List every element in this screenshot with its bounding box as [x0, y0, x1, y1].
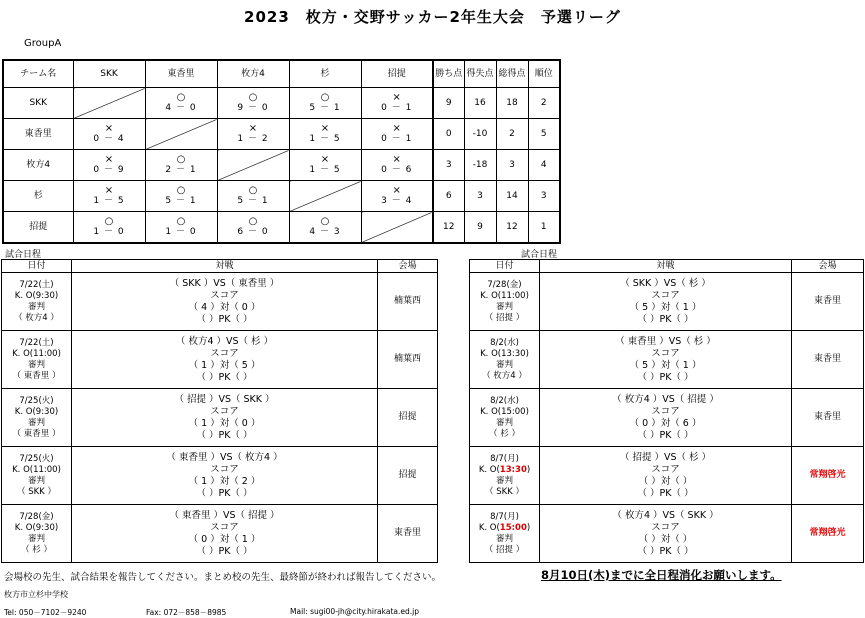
result-cell [289, 212, 361, 244]
schedule-table-right [469, 259, 864, 563]
match-pk: （ ）PK（ ） [637, 313, 694, 325]
kickoff-time [2, 465, 71, 476]
match-detail-cell [540, 331, 792, 389]
result-cell [73, 119, 145, 150]
kickoff-label: K. O( [478, 464, 500, 475]
footer-mail: Mail: sugi00-jh@city.hirakata.ed.jp [290, 607, 419, 616]
match-date: 7/28(金) [487, 279, 522, 290]
match-row [470, 447, 864, 505]
match-pk: （ ）PK（ ） [637, 545, 694, 557]
score-label: スコア [210, 521, 239, 533]
result-score: 1 － 2 [237, 133, 269, 144]
match-date-cell [2, 331, 72, 389]
result-cell [217, 181, 289, 212]
result-mark: ○ [248, 91, 258, 103]
row-team-name: 東香里 [3, 119, 73, 150]
row-points: 3 [433, 150, 464, 181]
match-pk: （ ）PK（ ） [196, 313, 253, 325]
match-pk: （ ）PK（ ） [637, 429, 694, 441]
kickoff-label: K. O(11:00) [12, 348, 61, 359]
header-date: 日付 [470, 260, 540, 273]
league-header-row [3, 60, 560, 88]
result-mark: ○ [176, 91, 186, 103]
match-row [470, 505, 864, 563]
row-team-name: 枚方4 [3, 150, 73, 181]
match-date-cell [2, 447, 72, 505]
result-score: 0 － 6 [381, 164, 413, 175]
referee-label: 審判 [27, 417, 45, 428]
header-team-4: 招提 [361, 60, 433, 88]
referee-team: （ 枚方4 ） [482, 370, 527, 381]
result-score: 4 － 3 [309, 226, 341, 237]
match-venue: 東香里 [792, 331, 864, 389]
match-date-cell [470, 447, 540, 505]
row-rank: 1 [528, 212, 560, 244]
league-row [3, 150, 560, 181]
match-detail-cell [540, 389, 792, 447]
match-venue: 楠葉西 [378, 331, 438, 389]
match-row [470, 331, 864, 389]
result-cell [289, 88, 361, 119]
kickoff-label: K. O(13:30) [480, 348, 529, 359]
match-detail-cell [72, 331, 378, 389]
result-mark: × [320, 122, 330, 134]
league-row [3, 212, 560, 244]
score-label: スコア [651, 463, 680, 475]
match-score: （ 1 ）対（ 5 ） [188, 359, 261, 371]
league-row [3, 119, 560, 150]
referee-team: （ 東香里 ） [12, 428, 61, 439]
match-row [2, 389, 438, 447]
match-row [470, 389, 864, 447]
kickoff-time-red: 15:00 [499, 522, 527, 533]
kickoff-label: K. O(9:30) [14, 522, 59, 533]
referee-label: 審判 [495, 359, 513, 370]
match-pk: （ ）PK（ ） [196, 371, 253, 383]
result-score: 1 － 0 [165, 226, 197, 237]
result-score: 5 － 1 [237, 195, 269, 206]
result-score: 9 － 0 [237, 102, 269, 113]
match-row [470, 273, 864, 331]
league-table [2, 59, 561, 244]
match-date: 8/2(水) [490, 395, 519, 406]
match-date-cell [2, 273, 72, 331]
match-date: 7/22(土) [19, 279, 54, 290]
score-label: スコア [210, 347, 239, 359]
match-venue: 東香里 [792, 389, 864, 447]
match-date-cell [2, 505, 72, 563]
result-score: 0 － 4 [93, 133, 125, 144]
footer-school: 枚方市立杉中学校 [4, 590, 68, 599]
result-mark: ○ [176, 153, 186, 165]
match-score: （ 5 ）対（ 1 ） [629, 301, 702, 313]
referee-label: 審判 [495, 475, 513, 486]
match-date: 7/25(火) [19, 453, 54, 464]
match-detail-cell [540, 273, 792, 331]
result-mark: ○ [176, 215, 186, 227]
row-team-name: SKK [3, 88, 73, 119]
match-pk: （ ）PK（ ） [196, 487, 253, 499]
match-score: （ 1 ）対（ 2 ） [188, 475, 261, 487]
match-teams: （ SKK ）VS（ 東香里 ） [169, 277, 280, 289]
row-goals: 14 [496, 181, 528, 212]
match-row [2, 505, 438, 563]
result-cell [217, 119, 289, 150]
diagonal-cell [361, 212, 433, 244]
match-date: 7/22(土) [19, 337, 54, 348]
row-rank: 4 [528, 150, 560, 181]
schedule-label-right: 試合日程 [521, 250, 558, 260]
result-score: 2 － 1 [165, 164, 197, 175]
score-label: スコア [210, 405, 239, 417]
match-score: （ 5 ）対（ 1 ） [629, 359, 702, 371]
result-score: 6 － 0 [237, 226, 269, 237]
footer-fax: Fax: 072－858－8985 [146, 608, 227, 617]
footer-tel: Tel: 050－7102－9240 [4, 608, 87, 617]
result-mark: × [104, 122, 114, 134]
result-score: 0 － 1 [381, 102, 413, 113]
result-mark: × [248, 122, 258, 134]
match-teams: （ SKK ）VS（ 杉 ） [620, 277, 711, 289]
match-date: 8/2(水) [490, 337, 519, 348]
match-detail-cell [72, 273, 378, 331]
result-cell [361, 150, 433, 181]
result-mark: ○ [320, 215, 330, 227]
result-score: 1 － 5 [309, 133, 341, 144]
match-teams: （ 招提 ）VS（ SKK ） [174, 393, 275, 405]
result-cell [217, 212, 289, 244]
header-date: 日付 [2, 260, 72, 273]
row-rank: 3 [528, 181, 560, 212]
match-venue: 東香里 [378, 505, 438, 563]
match-teams: （ 招提 ）VS（ 杉 ） [619, 451, 712, 463]
match-row [2, 273, 438, 331]
result-cell [289, 119, 361, 150]
diagonal-cell [73, 88, 145, 119]
kickoff-label: K. O(15:00) [480, 406, 529, 417]
result-mark: × [392, 91, 401, 103]
referee-label: 審判 [27, 301, 45, 312]
referee-team: （ 招提 ） [484, 312, 525, 323]
league-row [3, 181, 560, 212]
referee-label: 審判 [27, 475, 45, 486]
match-teams: （ 東香里 ）VS（ 枚方4 ） [166, 451, 283, 463]
referee-team: （ 杉 ） [489, 428, 520, 439]
match-date: 7/28(金) [19, 511, 54, 522]
referee-team: （ 枚方4 ） [14, 312, 59, 323]
result-cell [73, 181, 145, 212]
row-goals: 3 [496, 150, 528, 181]
referee-team: （ 招提 ） [484, 544, 525, 555]
result-score: 5 － 1 [309, 102, 341, 113]
score-label: スコア [651, 405, 680, 417]
kickoff-label: K. O( [478, 522, 500, 533]
kickoff-time [470, 291, 539, 302]
header-team-0: SKK [73, 60, 145, 88]
match-date-cell [470, 331, 540, 389]
score-label: スコア [210, 289, 239, 301]
row-team-name: 杉 [3, 181, 73, 212]
row-goals: 18 [496, 88, 528, 119]
match-venue: 招提 [378, 447, 438, 505]
row-goals: 2 [496, 119, 528, 150]
referee-label: 審判 [27, 359, 45, 370]
diagonal-cell [217, 150, 289, 181]
kickoff-time [470, 407, 539, 418]
row-goals: 12 [496, 212, 528, 244]
result-score: 1 － 5 [309, 164, 341, 175]
kickoff-label: K. O(9:30) [14, 290, 59, 301]
header-stat-1: 得失点 [464, 60, 496, 88]
schedule-header-row [470, 260, 864, 273]
referee-label: 審判 [495, 301, 513, 312]
kickoff-time [2, 407, 71, 418]
schedule-table-left [1, 259, 438, 563]
match-detail-cell [540, 505, 792, 563]
result-mark: × [104, 184, 114, 196]
deadline-note: 8月10日(木)までに全日程消化お願いします。 [541, 568, 782, 582]
header-team-3: 杉 [289, 60, 361, 88]
match-teams: （ 枚方4 ）VS（ 杉 ） [175, 335, 274, 347]
match-score: （ 0 ）対（ 6 ） [629, 417, 702, 429]
referee-team: （ 杉 ） [21, 544, 52, 555]
referee-team: （ 東香里 ） [12, 370, 61, 381]
result-score: 4 － 0 [165, 102, 197, 113]
match-venue: 東香里 [792, 273, 864, 331]
match-teams: （ 枚方4 ）VS（ 招提 ） [612, 393, 719, 405]
match-date: 8/7(月) [490, 511, 519, 522]
kickoff-time [470, 349, 539, 360]
kickoff-label: K. O(9:30) [14, 406, 59, 417]
result-mark: × [392, 122, 401, 134]
row-diff: 3 [464, 181, 496, 212]
match-pk: （ ）PK（ ） [637, 487, 694, 499]
diagonal-cell [289, 181, 361, 212]
result-mark: × [392, 153, 401, 165]
result-score: 0 － 9 [93, 164, 125, 175]
kickoff-time [2, 523, 71, 534]
league-row [3, 88, 560, 119]
match-row [2, 331, 438, 389]
result-mark: ○ [248, 184, 258, 196]
kickoff-time [470, 523, 539, 534]
referee-label: 審判 [495, 417, 513, 428]
match-date: 8/7(月) [490, 453, 519, 464]
header-team-2: 枚方4 [217, 60, 289, 88]
kickoff-time-red: 13:30 [499, 464, 527, 475]
score-label: スコア [210, 463, 239, 475]
result-cell [361, 181, 433, 212]
match-venue: 招提 [378, 389, 438, 447]
result-score: 1 － 5 [93, 195, 125, 206]
header-corner: チーム名 [3, 60, 73, 88]
referee-team: （ SKK ） [17, 486, 56, 497]
result-cell [217, 88, 289, 119]
referee-team: （ SKK ） [485, 486, 524, 497]
match-date-cell [470, 505, 540, 563]
header-match: 対戦 [540, 260, 792, 273]
group-label: GroupA [24, 38, 62, 49]
row-team-name: 招提 [3, 212, 73, 244]
kickoff-close: ) [526, 464, 531, 475]
match-detail-cell [72, 505, 378, 563]
result-cell [145, 88, 217, 119]
match-detail-cell [72, 447, 378, 505]
match-date-cell [470, 389, 540, 447]
row-points: 6 [433, 181, 464, 212]
match-row [2, 447, 438, 505]
row-diff: 16 [464, 88, 496, 119]
match-pk: （ ）PK（ ） [637, 371, 694, 383]
score-label: スコア [651, 289, 680, 301]
result-cell [361, 119, 433, 150]
match-score: （ ）対（ ） [638, 533, 693, 545]
row-rank: 5 [528, 119, 560, 150]
header-stat-0: 勝ち点 [433, 60, 464, 88]
row-points: 12 [433, 212, 464, 244]
kickoff-label: K. O(11:00) [480, 290, 529, 301]
result-cell [289, 150, 361, 181]
result-mark: × [392, 184, 401, 196]
report-note: 会場校の先生、試合結果を報告してください。まとめ校の先生、最終節が終われば報告してください。 [4, 572, 442, 583]
result-score: 1 － 0 [93, 226, 125, 237]
referee-label: 審判 [495, 533, 513, 544]
match-score: （ 4 ）対（ 0 ） [188, 301, 261, 313]
result-cell [73, 212, 145, 244]
kickoff-time [2, 291, 71, 302]
result-cell [145, 181, 217, 212]
header-stat-2: 総得点 [496, 60, 528, 88]
score-label: スコア [651, 521, 680, 533]
header-team-1: 東香里 [145, 60, 217, 88]
result-mark: ○ [104, 215, 114, 227]
match-detail-cell [540, 447, 792, 505]
match-detail-cell [72, 389, 378, 447]
kickoff-label: K. O(11:00) [12, 464, 61, 475]
row-points: 9 [433, 88, 464, 119]
match-date-cell [2, 389, 72, 447]
row-diff: 9 [464, 212, 496, 244]
match-teams: （ 東香里 ）VS（ 杉 ） [615, 335, 716, 347]
match-venue: 常翔啓光 [792, 447, 864, 505]
result-score: 0 － 1 [381, 133, 413, 144]
header-venue: 会場 [792, 260, 864, 273]
row-diff: -18 [464, 150, 496, 181]
page-title: 2023 枚方・交野サッカー2年生大会 予選リーグ [244, 8, 621, 26]
match-teams: （ 枚方4 ）VS（ SKK ） [612, 509, 719, 521]
header-venue: 会場 [378, 260, 438, 273]
score-label: スコア [651, 347, 680, 359]
match-score: （ ）対（ ） [638, 475, 693, 487]
result-mark: ○ [248, 215, 258, 227]
result-cell [361, 88, 433, 119]
diagonal-cell [145, 119, 217, 150]
match-venue: 常翔啓光 [792, 505, 864, 563]
row-points: 0 [433, 119, 464, 150]
match-date: 7/25(火) [19, 395, 54, 406]
header-match: 対戦 [72, 260, 378, 273]
schedule-header-row [2, 260, 438, 273]
result-cell [145, 212, 217, 244]
result-cell [145, 150, 217, 181]
result-score: 3 － 4 [381, 195, 413, 206]
match-venue: 楠葉西 [378, 273, 438, 331]
referee-label: 審判 [27, 533, 45, 544]
result-mark: × [104, 153, 114, 165]
kickoff-time [470, 465, 539, 476]
result-mark: ○ [176, 184, 186, 196]
schedule-label-left: 試合日程 [5, 250, 42, 260]
match-score: （ 1 ）対（ 0 ） [188, 417, 261, 429]
result-score: 5 － 1 [165, 195, 197, 206]
match-teams: （ 東香里 ）VS（ 招提 ） [169, 509, 280, 521]
result-mark: × [320, 153, 330, 165]
match-score: （ 0 ）対（ 1 ） [188, 533, 261, 545]
kickoff-close: ) [526, 522, 531, 533]
match-pk: （ ）PK（ ） [196, 545, 253, 557]
kickoff-time [2, 349, 71, 360]
match-pk: （ ）PK（ ） [196, 429, 253, 441]
row-rank: 2 [528, 88, 560, 119]
header-stat-3: 順位 [528, 60, 560, 88]
result-mark: ○ [320, 91, 330, 103]
result-cell [73, 150, 145, 181]
row-diff: -10 [464, 119, 496, 150]
match-date-cell [470, 273, 540, 331]
